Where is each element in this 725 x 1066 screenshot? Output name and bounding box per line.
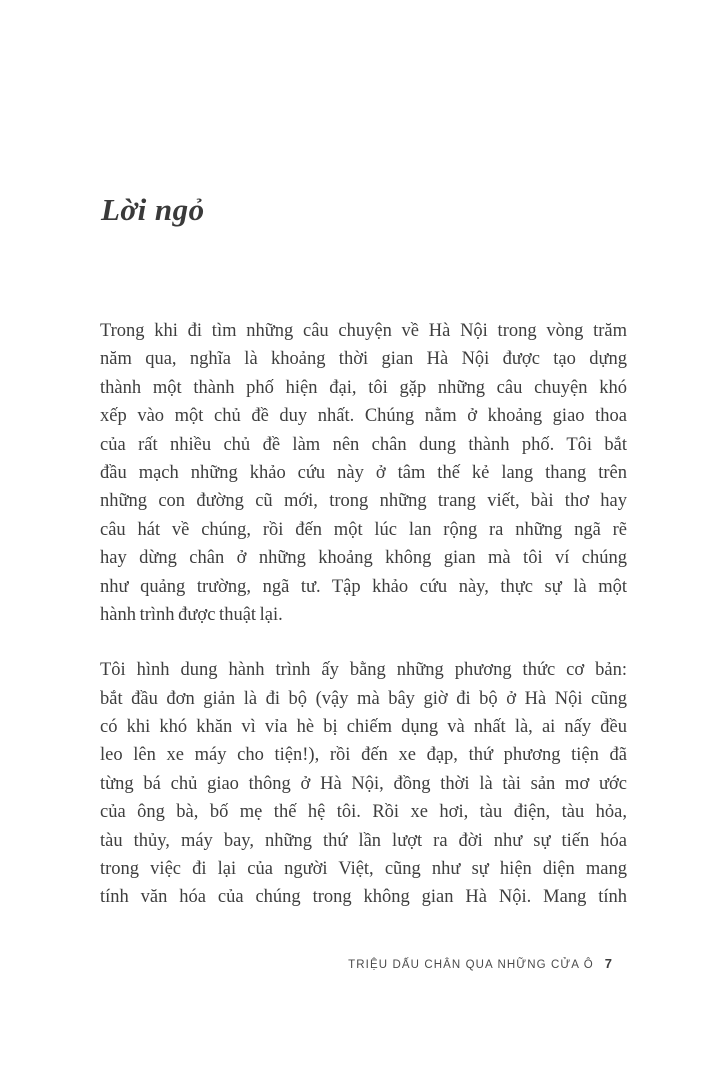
- paragraph: [100, 317, 627, 629]
- page-footer: [348, 956, 612, 971]
- text-line: những con đường cũ mới, trong những trang viết, bài thơ hay: [100, 491, 627, 512]
- text-line: năm qua, nghĩa là khoảng thời gian Hà Nội được tạo dựng: [100, 349, 627, 370]
- text-line: hay dừng chân ở những khoảng không gian mà tôi ví chúng: [100, 548, 627, 569]
- text-line: của rất nhiều chủ đề làm nên chân dung thành phố. Tôi bắt: [100, 434, 627, 455]
- text-line: từng bá chủ giao thông ở Hà Nội, đồng thời là tài sản mơ ước: [100, 773, 627, 794]
- text-line: của ông bà, bố mẹ thế hệ tôi. Rồi xe hơi, tàu điện, tàu hỏa,: [100, 802, 627, 823]
- chapter-title: Lời ngỏ: [101, 192, 205, 227]
- running-title: TRIỆU DẤU CHÂN QUA NHỮNG CỬA Ô: [348, 959, 594, 971]
- text-line: tàu thủy, máy bay, những thứ lần lượt ra đời như sự tiến hóa: [100, 830, 627, 851]
- text-line: leo lên xe máy cho tiện!), rồi đến xe đạp, thứ phương tiện đã: [100, 745, 627, 766]
- text-line: tính văn hóa của chúng trong không gian Hà Nội. Mang tính: [100, 887, 627, 908]
- text-line: câu hát về chúng, rồi đến một lúc lan rộng ra những ngã rẽ: [100, 519, 627, 540]
- paragraph: [100, 656, 627, 912]
- body-text: [100, 317, 627, 912]
- text-line: bắt đầu đơn giản là đi bộ (vậy mà bây giờ đi bộ ở Hà Nội cũng: [100, 688, 627, 709]
- text-line: trong việc đi lại của người Việt, cũng như sự hiện diện mang: [100, 859, 627, 880]
- page-number: 7: [604, 956, 612, 971]
- text-line: đầu mạch những khảo cứu này ở tâm thế kẻ lang thang trên: [100, 462, 627, 483]
- text-line: như quảng trường, ngã tư. Tập khảo cứu này, thực sự là một: [100, 576, 627, 597]
- text-line: có khi khó khăn vì vỉa hè bị chiếm dụng và nhất là, ai nấy đều: [100, 717, 627, 738]
- text-line: Tôi hình dung hành trình ấy bằng những phương thức cơ bản:: [100, 660, 627, 681]
- text-line: xếp vào một chủ đề duy nhất. Chúng nằm ở khoảng giao thoa: [100, 406, 627, 427]
- text-line: Trong khi đi tìm những câu chuyện về Hà Nội trong vòng trăm: [100, 321, 627, 341]
- text-line: hành trình được thuật lại.: [100, 604, 283, 625]
- text-line: thành một thành phố hiện đại, tôi gặp những câu chuyện khó: [100, 377, 627, 398]
